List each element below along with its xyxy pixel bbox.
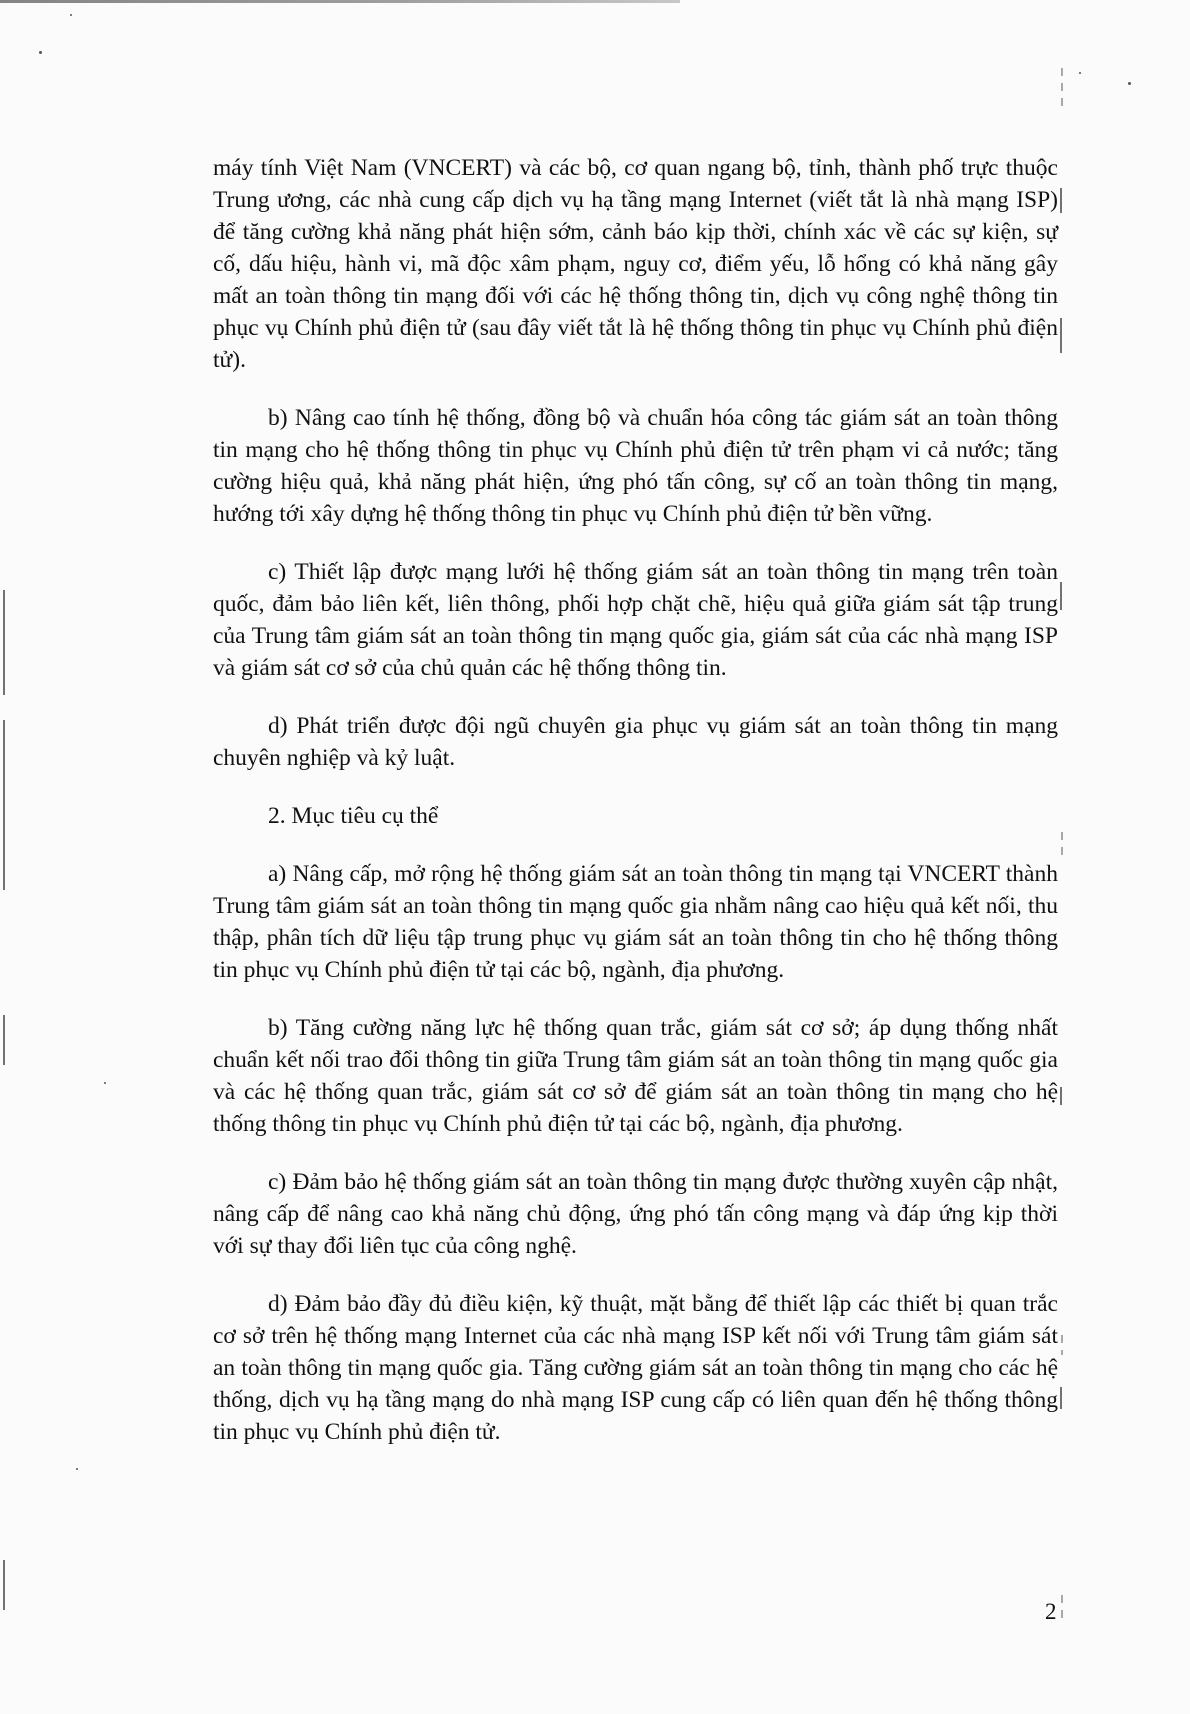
scan-edge-line — [1060, 1387, 1062, 1409]
scan-speck — [104, 1082, 106, 1084]
scan-edge-line — [1060, 188, 1062, 213]
scan-edge-line — [3, 1015, 5, 1065]
scan-speck — [70, 14, 72, 16]
body-paragraph: b) Nâng cao tính hệ thống, đồng bộ và chuẩn hóa công tác giám sát an toàn thông tin mạng cho hệ thống thông tin phục vụ Chính phủ điện tử trên phạm vi cả nước; tăng cường hiệu quả, khả năng phát hiện, ứng phó tấn công, sự cố an toàn thông tin mạng, hướng tới xây dựng hệ thống thông tin phục vụ Chính phủ điện tử bền vững. — [213, 405, 1058, 527]
body-paragraph: d) Đảm bảo đầy đủ điều kiện, kỹ thuật, mặt bằng để thiết lập các thiết bị quan trắc cơ sở trên hệ thống mạng Internet của các nhà mạng ISP kết nối với Trung tâm giám sát an toàn thông tin mạng quốc gia. Tăng cường giám sát an toàn thông tin mạng cho các hệ thống, dịch vụ hạ tầng mạng do nhà mạng ISP cung cấp có liên quan đến hệ thống thông tin phục vụ Chính phủ điện tử. — [213, 1291, 1058, 1445]
scan-top-border — [0, 0, 680, 3]
scan-edge-line — [3, 590, 5, 695]
body-paragraph: c) Đảm bảo hệ thống giám sát an toàn thông tin mạng được thường xuyên cập nhật, nâng cấp để nâng cao khả năng chủ động, ứng phó tấn công mạng và đáp ứng kịp thời với sự thay đổi liên tục của công nghệ. — [213, 1169, 1058, 1259]
body-paragraph: d) Phát triển được đội ngũ chuyên gia phục vụ giám sát an toàn thông tin mạng chuyên nghiệp và kỷ luật. — [213, 713, 1058, 771]
scan-edge-line — [1060, 1087, 1062, 1105]
scan-edge-line — [1060, 582, 1062, 610]
scan-edge-line — [3, 800, 5, 890]
scan-edge-line — [1061, 1335, 1063, 1355]
scan-speck — [39, 51, 42, 54]
scan-speck — [1079, 72, 1081, 74]
body-paragraph: c) Thiết lập được mạng lưới hệ thống giám sát an toàn thông tin mạng trên toàn quốc, đảm bảo liên kết, liên thông, phối hợp chặt chẽ, hiệu quả giữa giám sát tập trung của Trung tâm giám sát an toàn thông tin mạng quốc gia, giám sát của các nhà mạng ISP và giám sát cơ sở của chủ quản các hệ thống thông tin. — [213, 559, 1058, 681]
body-paragraph: máy tính Việt Nam (VNCERT) và các bộ, cơ quan ngang bộ, tỉnh, thành phố trực thuộc Trung ương, các nhà cung cấp dịch vụ hạ tầng mạng Internet (viết tắt là nhà mạng ISP) để tăng cường khả năng phát hiện sớm, cảnh báo kịp thời, chính xác về các sự kiện, sự cố, dấu hiệu, hành vi, mã độc xâm phạm, nguy cơ, điểm yếu, lỗ hổng có khả năng gây mất an toàn thông tin mạng đối với các hệ thống thông tin, dịch vụ công nghệ thông tin phục vụ Chính phủ điện tử (sau đây viết tắt là hệ thống thông tin phục vụ Chính phủ điện tử). — [213, 155, 1058, 373]
scan-edge-line — [3, 720, 5, 800]
body-paragraph: a) Nâng cấp, mở rộng hệ thống giám sát an toàn thông tin mạng tại VNCERT thành Trung tâm giám sát an toàn thông tin mạng quốc gia nhằm nâng cao hiệu quả kết nối, thu thập, phân tích dữ liệu tập trung phục vụ giám sát an toàn thông tin cho hệ thống thông tin phục vụ Chính phủ điện tử tại các bộ, ngành, địa phương. — [213, 861, 1058, 983]
scan-speck — [1128, 82, 1131, 85]
scan-speck — [76, 1468, 78, 1470]
scan-edge-line — [1061, 68, 1063, 108]
section-heading: 2. Mục tiêu cụ thể — [268, 803, 439, 829]
scan-edge-line — [1061, 832, 1063, 862]
scan-edge-line — [1061, 1595, 1063, 1625]
body-paragraph: b) Tăng cường năng lực hệ thống quan trắc, giám sát cơ sở; áp dụng thống nhất chuẩn kết nối trao đổi thông tin giữa Trung tâm giám sát an toàn thông tin mạng quốc gia và các hệ thống quan trắc, giám sát cơ sở để giám sát an toàn thông tin mạng cho hệ thống thông tin phục vụ Chính phủ điện tử tại các bộ, ngành, địa phương. — [213, 1015, 1058, 1137]
scan-edge-line — [3, 1560, 5, 1610]
document-body — [213, 152, 1058, 1474]
scan-edge-line — [1060, 318, 1062, 353]
page-number: 2 — [1045, 1599, 1057, 1624]
